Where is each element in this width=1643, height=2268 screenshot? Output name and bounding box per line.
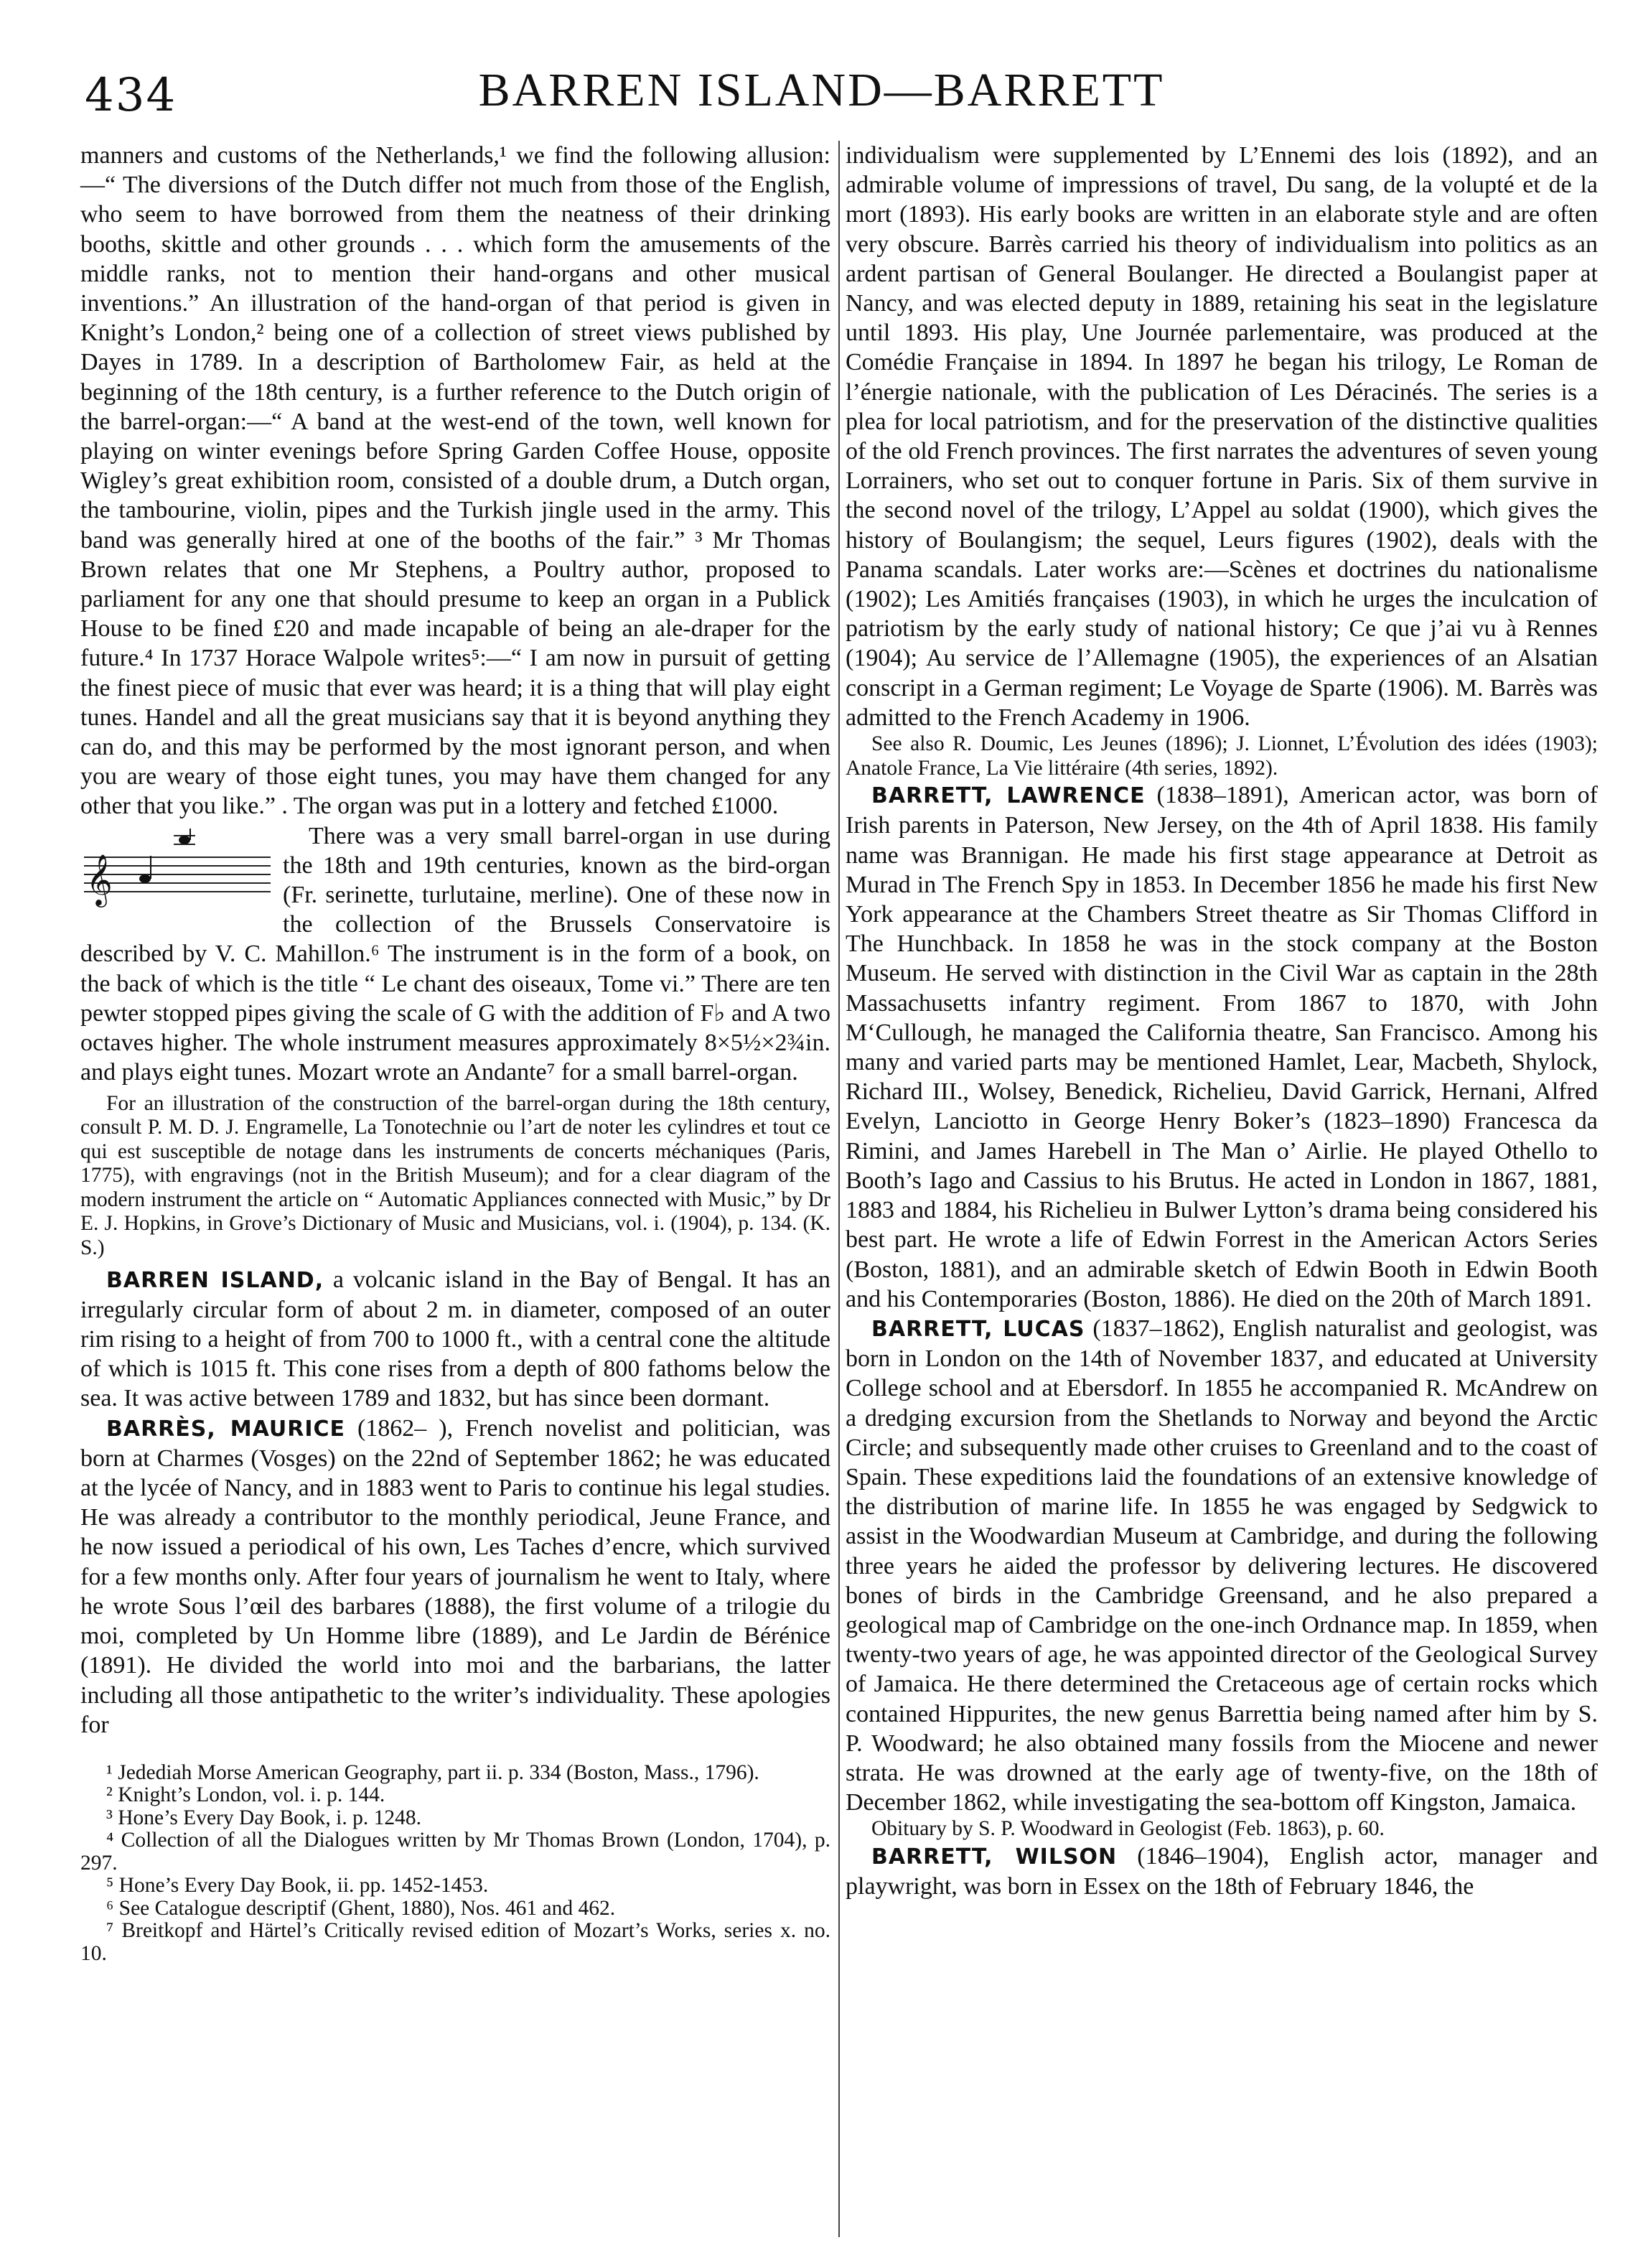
left-column (80, 141, 830, 1965)
footnote-6: ⁶ See Catalogue descriptif (Ghent, 1880), Nos. 461 and 462. (106, 1896, 616, 1920)
music-staff-icon (80, 829, 274, 907)
footnotes (80, 1762, 830, 1966)
music-notation-figure (80, 829, 274, 907)
entry-barren-island (80, 1265, 830, 1414)
column-rule (838, 141, 840, 2237)
barren-island-text: a volcanic island in the Bay of Bengal. It has an irregularly circular form of about 2 m. in diameter, composed of an outer rim rising to a height of from 700 to 1000 ft., with a central cone the altitude of which is 1015 ft. This cone rises from a depth of 800 fathoms below the sea. It was active between 1789 and 1832, but has since been dormant. (80, 1266, 830, 1412)
right-column (846, 141, 1598, 1901)
page-number: 434 (85, 69, 177, 122)
headword-barrett-lawrence: BARRETT, LAWRENCE (871, 783, 1146, 809)
headword-barren-island: BARREN ISLAND, (106, 1267, 324, 1293)
headword-barrett-wilson: BARRETT, WILSON (871, 1844, 1118, 1870)
barrel-organ-paragraph-1: manners and customs of the Netherlands,¹ we find the following allusion:—“ The diversions of the Dutch differ not much from those of the English, who seem to have borrowed from them the neatness of their drinking booths, skittle and other grounds . . . which form the amusements of the middle ranks, not to mention their hand-organs and other musical inventions.” An illustration of the hand-organ of that period is given in Knight’s London,² being one of a collection of street views published by Dayes in 1789. In a description of Bartholomew Fair, as held at the beginning of the 18th century, is a further reference to the Dutch origin of the barrel-organ:—“ A band at the west-end of the town, well known for playing on winter evenings before Spring Garden Coffee House, opposite Wigley’s great exhibition room, consisted of a double drum, a Dutch organ, the tambourine, violin, pipes and the Turkish jingle used in the army. This band was generally hired at one of the booths of the fair.” ³ Mr Thomas Brown relates that one Mr Stephens, a Poultry author, proposed to parliament for any one that should presume to keep an organ in a Publick House to be fined £20 and made incapable of being an ale-draper for the future.⁴ In 1737 Horace Walpole writes⁵:—“ I am now in pursuit of getting the finest piece of music that ever was heard; it is a thing that will play eight tunes. Handel and all the great musicians say that it is beyond anything they can do, and this may be performed by the most ignorant person, and when you are weary of those eight tunes, you may have them changed for any other that you like.” . The organ was put in a lottery and fetched £1000. (80, 142, 830, 820)
entry-barrett-lucas (846, 1314, 1598, 1817)
entry-barrett-wilson (846, 1842, 1598, 1901)
footnote-3: ³ Hone’s Every Day Book, i. p. 1248. (106, 1806, 421, 1829)
bird-organ-paragraph: There was a very small barrel-organ in use during the 18th and 19th centuries, known as the bird-organ (Fr. serinette, turlutaine, merline). One of these now in the collection of the Brussels Conservatoire is described by V. C. Mahillon.⁶ The instrument is in the form of a book, on the back of which is the title “ Le chant des oiseaux, Tome vi.” There are ten pewter stopped pipes giving the scale of G with the addition of F♭ and A two octaves higher. The whole instrument measures approximately 8×5½×2¾in. and plays eight tunes. Mozart wrote an Andante⁷ for a small barrel-organ. (80, 822, 830, 1086)
entry-barres-maurice (80, 1414, 830, 1740)
footnote-5: ⁵ Hone’s Every Day Book, ii. pp. 1452-1453. (106, 1874, 489, 1898)
running-head: BARREN ISLAND—BARRETT (478, 64, 1165, 116)
footnote-1: ¹ Jedediah Morse American Geography, part ii. p. 334 (Boston, Mass., 1796). (106, 1760, 759, 1784)
bibliography-note: For an illustration of the construction of the barrel-organ during the 18th century, consult P. M. D. J. Engramelle, La Tonotechnie ou l’art de noter les cylindres et tout ce qui est susceptible de notage dans les instruments de concerts méchaniques (Paris, 1775), with engravings (not in the British Museum); and for a clear diagram of the modern instrument the article on “ Automatic Appliances connected with Music,” by Dr E. J. Hopkins, in Grove’s Dictionary of Music and Musicians, vol. i. (1904), p. 134. (K. S.) (80, 1091, 830, 1260)
barres-continuation: individualism were supplemented by L’Ennemi des lois (1892), and an admirable volume of impressions of travel, Du sang, de la volupté et de la mort (1893). His early books are written in an elaborate style and are often very obscure. Barrès carried his theory of individualism into politics as an ardent partisan of General Boulanger. He directed a Boulangist paper at Nancy, and was elected deputy in 1889, retaining his seat in the legislature until 1893. His play, Une Journée parlementaire, was produced at the Comédie Française in 1894. In 1897 he began his trilogy, Le Roman de l’énergie nationale, with the publication of Les Déracinés. The series is a plea for local patriotism, and for the preservation of the distinctive qualities of the old French provinces. The first narrates the adventures of seven young Lorrainers, who set out to conquer fortune in Paris. Six of them survive in the second novel of the trilogy, L’Appel au soldat (1900), which gives the history of Boulangism; the sequel, Leurs figures (1902), deals with the Panama scandals. Later works are:—Scènes et doctrines du nationalisme (1902); Les Amitiés françaises (1903), in which he urges the inculcation of patriotism by the early study of national history; Ce que j’ai vu à Rennes (1904); Au service de l’Allemagne (1905), the experiences of an Alsatian conscript in a German regiment; Le Voyage de Sparte (1906). M. Barrès was admitted to the French Academy in 1906. (846, 142, 1598, 731)
barrett-lawrence-text: (1838–1891), American actor, was born of Irish parents in Paterson, New Jersey, on the 4th of April 1838. His family name was Brannigan. He made his first stage appearance at Detroit as Murad in The French Spy in 1853. In December 1856 he made his first New York appearance at the Chambers Street theatre as Sir Thomas Clifford in The Hunchback. In 1858 he was in the stock company at the Boston Museum. He served with distinction in the Civil War as captain in the 28th Massachusetts infantry regiment. From 1867 to 1870, with John M‘Cullough, he managed the California theatre, San Francisco. Among his many and varied parts may be mentioned Hamlet, Lear, Macbeth, Shylock, Richard III., Wolsey, Benedick, Richelieu, David Garrick, Hernani, Alfred Evelyn, Lanciotto in George Henry Boker’s (1823–1890) Francesca da Rimini, and James Harebell in The Man o’ Airlie. He played Othello to Booth’s Iago and Cassius to his Brutus. He acted in London in 1867, 1881, 1883 and 1884, his Richelieu in Bulwer Lytton’s drama being considered his best part. He wrote a life of Edwin Forrest in the American Actors Series (Boston, 1881), and an admirable sketch of Edwin Booth in Edwin Booth and his Contemporaries (Boston, 1886). He died on the 20th of March 1891. (846, 782, 1598, 1312)
headword-barrett-lucas: BARRETT, LUCAS (871, 1316, 1085, 1342)
headword-barres-maurice: BARRÈS, MAURICE (106, 1416, 345, 1442)
footnote-7: ⁷ Breitkopf and Härtel’s Critically revised edition of Mozart’s Works, series x. no. 10. (80, 1919, 830, 1965)
barres-see-also: See also R. Doumic, Les Jeunes (1896); J. Lionnet, L’Évolution des idées (1903); Anatole France, La Vie littéraire (4th series, 1892). (846, 732, 1598, 780)
footnote-4: ⁴ Collection of all the Dialogues written by Mr Thomas Brown (London, 1704), p. 297. (80, 1829, 830, 1875)
barrett-wilson-text: (1846–1904), English actor, manager and playwright, was born in Essex on the 18th of February 1846, the (846, 1842, 1598, 1900)
barrett-lucas-text: (1837–1862), English naturalist and geologist, was born in London on the 14th of November 1837, and educated at University College school and at Ebersdorf. In 1855 he accompanied R. McAndrew on a dredging excursion from the Shetlands to Norway and beyond the Arctic Circle; and subsequently made other cruises to Greenland and to the coast of Spain. These expeditions laid the foundations of an extensive knowledge of the distribution of marine life. In 1855 he was engaged by Sedgwick to assist in the Woodwardian Museum at Cambridge, and during the following three years he aided the professor by delivering lectures. He discovered bones of birds in the Cambridge Greensand, and he also prepared a geological map of Cambridge on the one-inch Ordnance map. In 1859, when twenty-two years of age, he was appointed director of the Geological Survey of Jamaica. He there determined the Cretaceous age of certain rocks which contained Hippurites, the new genus Barrettia being named after him by S. P. Woodward; he also obtained many fossils from the Miocene and newer strata. He was drowned at the early age of twenty-five, on the 18th of December 1862, while investigating the sea-bottom off Kingston, Jamaica. (846, 1315, 1598, 1816)
barrett-lucas-obituary: Obituary by S. P. Woodward in Geologist (Feb. 1863), p. 60. (871, 1817, 1385, 1841)
svg-text:𝄞: 𝄞 (86, 852, 113, 905)
footnote-2: ² Knight’s London, vol. i. p. 144. (106, 1783, 385, 1807)
barres-maurice-text: (1862– ), French novelist and politician, was born at Charmes (Vosges) on the 22nd of September 1862; he was educated at the lycée of Nancy, and in 1883 went to Paris to continue his legal studies. He was already a contributor to the monthly periodical, Jeune France, and he now issued a periodical of his own, Les Taches d’encre, which survived for a few months only. After four years of journalism he went to Italy, where he wrote Sous l’œil des barbares (1888), the first volume of a trilogie du moi, completed by Un Homme libre (1889), and Le Jardin de Bérénice (1891). He divided the world into moi and the barbarians, the latter including all those antipathetic to the writer’s individuality. These apologies for (80, 1414, 830, 1738)
entry-barrett-lawrence (846, 780, 1598, 1314)
